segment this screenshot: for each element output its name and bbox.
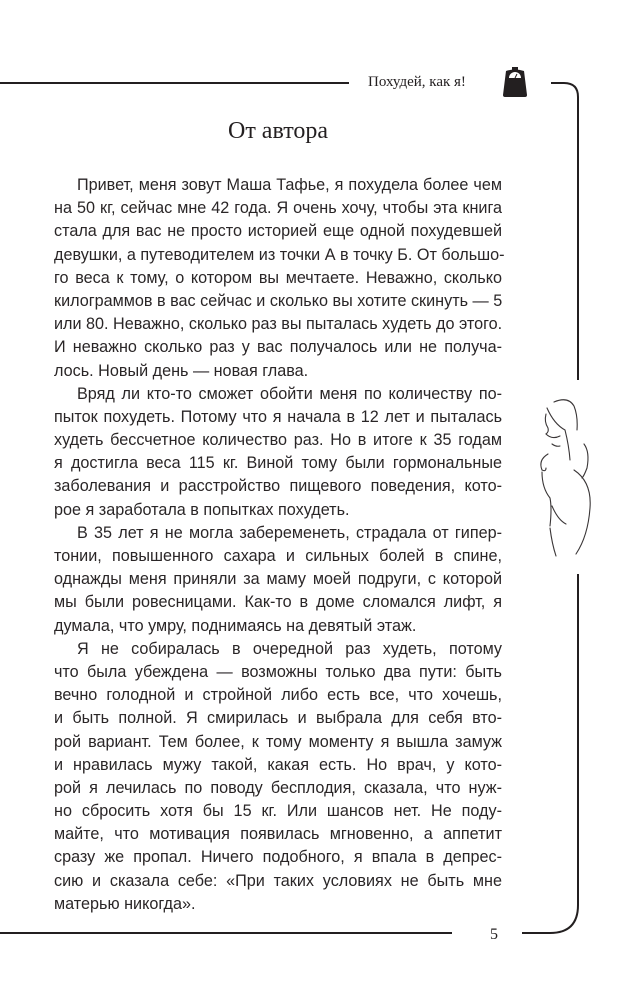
text-line: вечно голодной и стройной либо есть все, что хочешь, — [54, 686, 502, 705]
body-text — [54, 174, 505, 916]
text-line: но сбросить хотя бы 15 кг. Или шансов нет. Не поду- — [54, 802, 502, 821]
text-line: и быть полной. Я смирилась и выбрала для себя вто- — [54, 709, 502, 728]
text-line: тонии, повышенного сахара и сильных болей в спине, — [54, 547, 502, 565]
text-line: В 35 лет я не могла забеременеть, страдала от гипер- — [77, 523, 502, 542]
text-line: и нравилась мужу такой, какая есть. Но врач, у кото- — [54, 755, 502, 774]
text-line: Привет, меня зовут Маша Тафье, я похудела более чем — [77, 176, 502, 194]
text-line: на 50 кг, сейчас мне 42 года. Я очень хочу, чтобы эта книга — [54, 199, 502, 218]
text-line: заболевания и расстройство пищевого поведения, кото- — [54, 477, 502, 496]
female-silhouette-illustration — [530, 396, 610, 561]
text-line: что была убеждена — возможны только два пути: быть — [54, 662, 502, 681]
text-line: сразу же пропал. Ничего подобного, я впала в депрес- — [54, 848, 502, 867]
chapter-title: От автора — [227, 118, 329, 144]
text-line: рое я заработала в попытках похудеть. — [54, 500, 350, 519]
text-line: однажды меня приняли за маму моей подруги, с которой — [54, 570, 502, 589]
text-line: девушки, а путеводителем из точки А в точку Б. От большо- — [54, 245, 505, 264]
paragraph — [54, 383, 502, 522]
text-line: рой я лечилась по поводу бесплодия, сказала, что нуж- — [54, 778, 502, 797]
text-line: мы были ровесницами. Как-то в доме сломался лифт, я — [54, 593, 502, 612]
text-line: матерью никогда». — [54, 894, 196, 913]
text-line: И неважно сколько раз у вас получалось или не получа- — [54, 338, 502, 357]
text-line: стала для вас не просто историей еще одной похудевшей — [54, 222, 502, 241]
text-line: думала, что умру, поднимаясь на девятый этаж. — [54, 616, 417, 635]
bathroom-scale-icon — [502, 66, 528, 98]
paragraph — [54, 638, 502, 916]
text-line: го веса к тому, о котором вы мечтаете. Неважно, сколько — [54, 268, 502, 287]
text-line: майте, что мотивация появилась мгновенно, а аппетит — [54, 825, 502, 844]
paragraph — [54, 174, 505, 383]
text-line: я достигла веса 115 кг. Виной тому были гормональные — [54, 454, 502, 473]
frame-right-lower — [522, 574, 578, 933]
text-line: пыток похудеть. Потому что я начала в 12 лет и пыталась — [54, 407, 502, 426]
text-line: худеть бессчетное количество раз. Но в итоге к 35 годам — [54, 431, 502, 450]
text-line: килограммов в вас сейчас и сколько вы хотите скинуть — 5 — [54, 291, 503, 310]
text-line: лось. Новый день — новая глава. — [54, 361, 309, 380]
page-number: 5 — [490, 926, 498, 943]
paragraph — [54, 522, 502, 638]
text-line: Я не собиралась в очередной раз худеть, потому — [77, 639, 502, 658]
text-line: или 80. Неважно, сколько раз вы пыталась худеть до этого. — [54, 315, 503, 334]
running-head: Похудей, как я! — [368, 74, 466, 90]
text-line: сию и сказала себе: «При таких условиях не быть мне — [54, 871, 502, 890]
text-line: рой вариант. Тем более, к тому моменту я вышла замуж — [54, 732, 502, 751]
text-line: Вряд ли кто-то сможет обойти меня по количеству по- — [77, 384, 502, 403]
